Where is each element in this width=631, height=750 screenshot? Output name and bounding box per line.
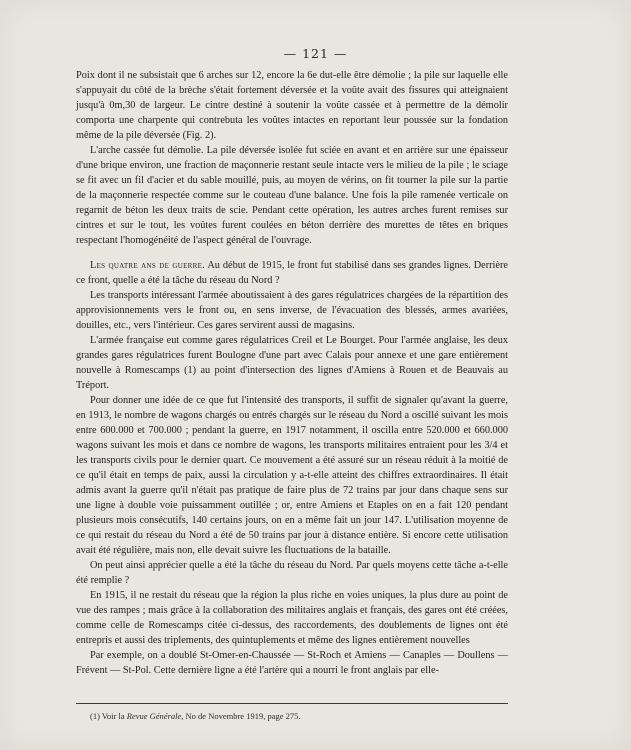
section-heading: Les quatre ans de guerre. — [90, 260, 206, 271]
paragraph: Les transports intéressant l'armée aboutissaient à des gares régulatrices chargées de la répartition des approvisionnements vers le front ou, en sens inverse, de l'évacuation des blessés, armes avariées, douilles, etc., vers l'intérieur. Ces gares servirent aussi de magasins. — [76, 290, 508, 331]
paragraph-text: Au début de 1915, le front fut stabilisé dans ses grandes lignes. Derrière ce front, quelle a été la tâche du réseau du Nord ? — [76, 260, 508, 286]
paragraph: L'armée française eut comme gares régulatrices Creil et Le Bourget. Pour l'armée anglaise, les deux grandes gares régulatrices furent Boulogne d'une part avec Calais pour annexe et une gare entièrement nouvelle à Romescamps (1) au point d'intersection des lignes d'Amiens à Rouen et de Beauvais au Tréport. — [76, 335, 508, 391]
footnote-divider — [76, 703, 508, 704]
body-text — [76, 68, 508, 678]
paragraph: L'arche cassée fut démolie. La pile déversée isolée fut sciée en avant et en arrière sur une épaisseur d'une brique environ, une fraction de maçonnerie restant seule intacte vers le milieu de la pile ; le sciage se fit avec un fil d'acier et du sable mouillé, puis, au moyen de vérins, on fit tourner la pile sur la partie de la maçonnerie respectée comme sur le couteau d'une balance. Une fois la pile ramenée verticale on regarnit de béton les deux traits de scie. Pendant cette opération, les autres arches furent remises sur cintres et sur le tout, les voûtes furent coulées en béton derrière des murettes de têtes en briques respectant l'homogénéité de l'aspect général de l'ouvrage. — [76, 145, 508, 246]
paragraph: Par exemple, on a doublé St-Omer-en-Chaussée — St-Roch et Amiens — Canaples — Doullens — Frévent — St-Pol. Cette dernière ligne a été l'artère qui a nourri le front anglais par elle- — [76, 650, 508, 676]
footnote — [90, 711, 510, 721]
paragraph: Poix dont il ne subsistait que 6 arches sur 12, encore la 6e dut-elle être démolie ; la pile sur laquelle elle s'appuyait du côté de la brèche s'était fortement déversée et la voûte avait des fissures qui atteignaient jusqu'à 0m,30 de largeur. Le cintre destiné à soutenir la voûte cassée et à permettre de la démolir comporta une charpente qui contrebuta les voûtes intactes en reportant leur poussée sur la fondation même de la pile déversée (Fig. 2). — [76, 70, 508, 141]
page-number: — 121 — — [283, 46, 348, 61]
footnote-suffix: , No de Novembre 1919, page 275. — [181, 711, 301, 721]
paragraph: Pour donner une idée de ce que fut l'intensité des transports, il suffit de signaler qu'avant la guerre, en 1913, le nombre de wagons chargés ou entrés chargés sur le réseau du Nord a oscillé suivant les mois entre 600.000 et 700.000 ; pendant la guerre, en 1917 notamment, il oscilla entre 520.000 et 660.000 wagons suivant les mois et dans ce nombre de wagons, les transports militaires entraient pour les 3/4 et les transports civils pour le dernier quart. Ce mouvement a été assuré sur un réseau réduit à la moitié de ce qu'il était en temps de paix, aussi la circulation y a-t-elle atteint des chiffres extraordinaires. Il était admis avant la guerre qu'il n'était pas pratique de faire plus de 72 trains par jour dans chaque sens sur une ligne à double voie puissamment outillée ; or, entre Amiens et Etaples on en a fait 120 pendant plusieurs mois consécutifs, 140 certains jours, on en a même fait un jour 147. L'utilisation moyenne de ce qui restait du réseau du Nord a été de 50 trains par jour à distance entière. Si encore cette utilisation avait été régulière, mais non, elle devait suivre les fluctuations de la bataille. — [76, 395, 508, 556]
footnote-journal-title: Revue Générale — [126, 711, 182, 721]
paragraph — [76, 258, 508, 288]
paragraph: On peut ainsi apprécier quelle a été la tâche du réseau du Nord. Par quels moyens cette tâche a-t-elle été remplie ? — [76, 560, 508, 586]
footnote-prefix: (1) Voir la — [90, 711, 127, 721]
paragraph: En 1915, il ne restait du réseau que la région la plus riche en voies uniques, la plus dure au point de vue des rampes ; mais grâce à la collaboration des militaires anglais et français, des gares ont été créées, comme celle de Romescamps citée ci-dessus, des raccordements, des doublements de lignes ont été entrepris et aussi des triplements, des quintuplements et même des lignes entièrement nouvelles — [76, 590, 508, 646]
